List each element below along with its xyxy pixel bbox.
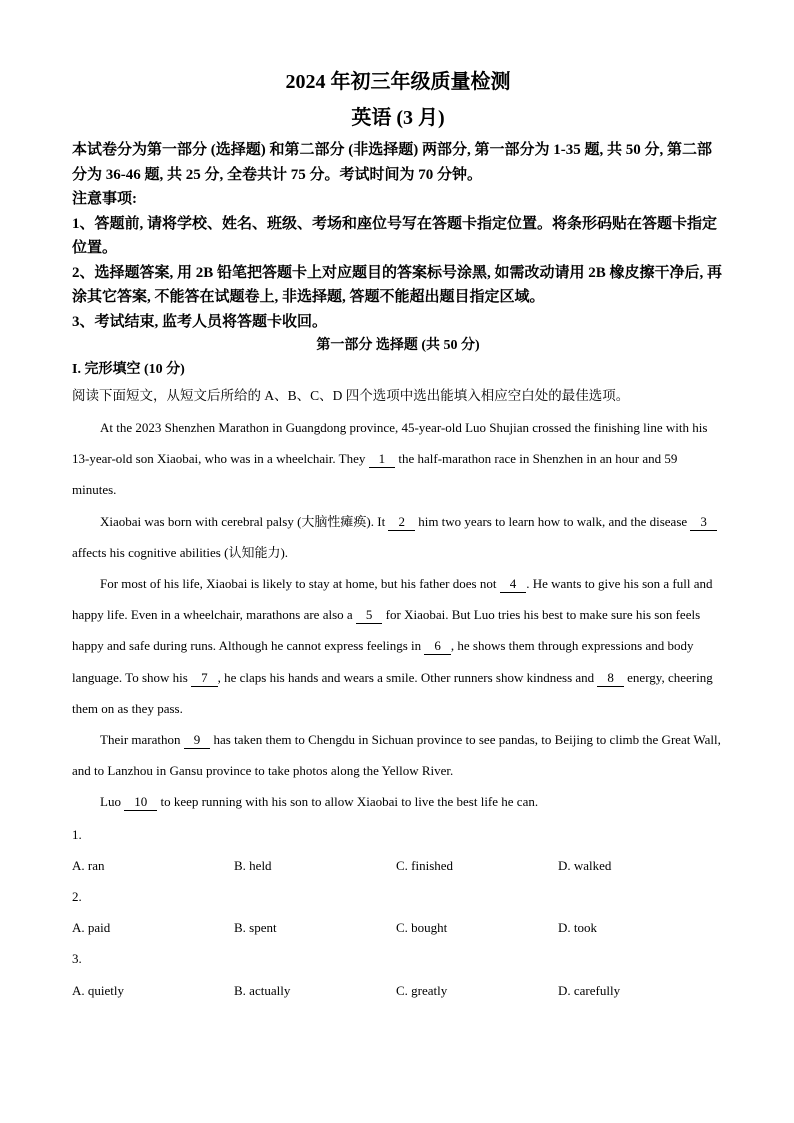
passage-text: Luo xyxy=(100,794,125,810)
question-number: 3. xyxy=(72,951,82,967)
passage-paragraph-5 xyxy=(72,786,724,817)
passage-text: affects his cognitive abilities (认知能力). xyxy=(72,544,289,560)
exam-instructions xyxy=(72,138,724,334)
option-a[interactable]: A. ran xyxy=(72,857,105,873)
question-list xyxy=(72,819,724,1006)
blank-10: 10 xyxy=(124,794,157,811)
option-d[interactable]: D. carefully xyxy=(558,982,621,998)
option-c[interactable]: C. bought xyxy=(396,920,448,936)
blank-7: 7 xyxy=(191,670,218,687)
notice-item-3: 3、考试结束, 监考人员将答题卡收回。 xyxy=(72,313,328,330)
part-one-heading: 第一部分 选择题 (共 50 分) xyxy=(316,338,480,353)
passage-text: Xiaobai was born with cerebral palsy (大脑性瘫痪). It xyxy=(100,513,389,529)
option-b[interactable]: B. actually xyxy=(234,982,291,998)
question-options xyxy=(72,912,724,943)
option-b[interactable]: B. spent xyxy=(234,920,277,936)
blank-1: 1 xyxy=(369,451,396,468)
cloze-passage xyxy=(72,412,724,818)
blank-9: 9 xyxy=(184,732,211,749)
question-item xyxy=(72,943,724,1005)
blank-4: 4 xyxy=(500,576,527,593)
passage-text: energy, cheering them on as they pass. xyxy=(72,669,713,716)
option-d[interactable]: D. took xyxy=(558,920,597,936)
question-number: 1. xyxy=(72,826,82,842)
passage-text: . He wants to give his son a full and happy life. Even in a wheelchair, marathons are also a xyxy=(72,576,713,623)
exam-subtitle: 英语 (3 月) xyxy=(351,107,445,129)
passage-text: , he shows them through expressions and body language. To show his xyxy=(72,638,694,685)
option-a[interactable]: A. quietly xyxy=(72,982,124,998)
question-item xyxy=(72,819,724,881)
blank-3: 3 xyxy=(690,514,717,531)
blank-8: 8 xyxy=(597,670,624,687)
passage-text: the half-marathon race in Shenzhen in an hour and 59 minutes. xyxy=(72,451,678,498)
passage-paragraph-3 xyxy=(72,568,724,724)
passage-paragraph-4 xyxy=(72,724,724,786)
passage-text: For most of his life, Xiaobai is likely to stay at home, but his father does not xyxy=(100,576,500,592)
option-d[interactable]: D. walked xyxy=(558,857,612,873)
notice-item-1: 1、答题前, 请将学校、姓名、班级、考场和座位号写在答题卡指定位置。将条形码贴在答题卡指定位置。 xyxy=(72,215,718,256)
option-b[interactable]: B. held xyxy=(234,857,272,873)
passage-paragraph-2 xyxy=(72,506,724,568)
option-c[interactable]: C. finished xyxy=(396,857,454,873)
passage-text: for Xiaobai. But Luo tries his best to make sure his son feels happy and safe during runs. Although he cannot express feelings in xyxy=(72,607,701,654)
exam-page xyxy=(72,68,724,1006)
blank-2: 2 xyxy=(388,514,415,531)
passage-text: Their marathon xyxy=(100,732,184,748)
notice-item-2: 2、选择题答案, 用 2B 铅笔把答题卡上对应题目的答案标号涂黑, 如需改动请用 2B 橡皮擦干净后, 再涂其它答案, 不能答在试题卷上, 非选择题, 答题不能超出题目指定区域。 xyxy=(72,264,723,305)
passage-text: him two years to learn how to walk, and the disease xyxy=(414,513,691,529)
option-c[interactable]: C. greatly xyxy=(396,982,448,998)
question-number: 2. xyxy=(72,889,82,905)
cloze-section-title: I. 完形填空 (10 分) xyxy=(72,362,185,377)
passage-text: to keep running with his son to allow Xiaobai to live the best life he can. xyxy=(157,794,539,810)
blank-6: 6 xyxy=(424,638,451,655)
question-options xyxy=(72,850,724,881)
question-item xyxy=(72,881,724,943)
exam-title: 2024 年初三年级质量检测 xyxy=(285,71,511,93)
passage-paragraph-1 xyxy=(72,412,724,506)
passage-text: has taken them to Chengdu in Sichuan province to see pandas, to Beijing to climb the Great Wall, and to Lanzhou in Gansu province to take photos along the Yellow River. xyxy=(72,732,721,779)
passage-text: At the 2023 Shenzhen Marathon in Guangdong province, 45-year-old Luo Shujian crossed the finishing line with his 13-year-old son Xiaobai, who was in a wheelchair. They xyxy=(72,420,708,467)
option-a[interactable]: A. paid xyxy=(72,920,111,936)
exam-overview: 本试卷分为第一部分 (选择题) 和第二部分 (非选择题) 两部分, 第一部分为 1-35 题, 共 50 分, 第二部分为 36-46 题, 共 25 分, 全卷共计 75 分。考试时间为 70 分钟。 xyxy=(72,142,712,183)
cloze-instruction: 阅读下面短文，从短文后所给的 A、B、C、D 四个选项中选出能填入相应空白处的最佳选项。 xyxy=(72,388,630,403)
passage-text: , he claps his hands and wears a smile. Other runners show kindness and xyxy=(217,669,598,685)
question-options xyxy=(72,975,724,1006)
blank-5: 5 xyxy=(356,607,383,624)
notice-label: 注意事项: xyxy=(72,191,137,207)
